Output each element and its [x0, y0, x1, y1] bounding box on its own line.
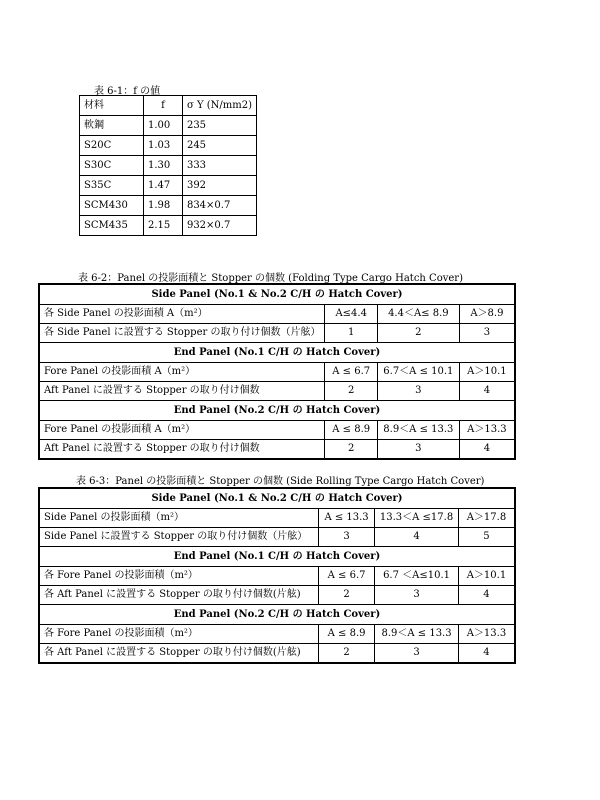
- row-label: 各 Fore Panel の投影面積（m²）: [39, 567, 318, 586]
- cell: 2: [325, 382, 377, 401]
- cell: 2: [318, 644, 374, 664]
- section-header-row: [39, 547, 515, 567]
- table-row: [80, 136, 257, 156]
- row-label: Side Panel の投影面積（m²）: [39, 509, 318, 528]
- table-row: [80, 196, 257, 216]
- table-row: [39, 363, 515, 382]
- table-header-row: [80, 96, 257, 116]
- cell: A＞8.9: [459, 305, 515, 324]
- f-value-table: [79, 95, 257, 236]
- cell: 8.9＜A ≤ 13.3: [375, 625, 459, 644]
- cell: 8.9＜A ≤ 13.3: [377, 421, 459, 440]
- table-row: [39, 586, 515, 605]
- cell: 2: [318, 586, 374, 605]
- row-label: 各 Side Panel の投影面積 A（m²）: [39, 305, 325, 324]
- cell: 1.98: [144, 196, 183, 216]
- cell: 4: [458, 586, 515, 605]
- row-label: Aft Panel に設置する Stopper の取り付け個数: [39, 382, 325, 401]
- row-label: 各 Side Panel に設置する Stopper の取り付け個数（片舷）: [39, 324, 325, 343]
- section-title: Side Panel (No.1 & No.2 C/H の Hatch Cover): [39, 488, 515, 509]
- cell: S30C: [80, 156, 144, 176]
- cell: 6.7 ＜A≤10.1: [375, 567, 459, 586]
- cell: 2: [377, 324, 459, 343]
- cell: 3: [377, 440, 459, 460]
- header-f: f: [144, 96, 183, 116]
- row-label: Fore Panel の投影面積 A（m²）: [39, 363, 325, 382]
- table-row: [80, 116, 257, 136]
- section-title: End Panel (No.1 C/H の Hatch Cover): [39, 343, 515, 363]
- row-label: 各 Aft Panel に設置する Stopper の取り付け個数(片舷): [39, 586, 318, 605]
- table-row: [39, 567, 515, 586]
- table-row: [39, 625, 515, 644]
- header-sigma: σ Y (N/mm2): [182, 96, 256, 116]
- cell: 3: [377, 382, 459, 401]
- cell: SCM430: [80, 196, 144, 216]
- cell: 392: [182, 176, 256, 196]
- header-material: 材料: [80, 96, 144, 116]
- section-title: End Panel (No.2 C/H の Hatch Cover): [39, 605, 515, 625]
- row-label: Aft Panel に設置する Stopper の取り付け個数: [39, 440, 325, 460]
- table3-caption: 表 6-3：Panel の投影面積と Stopper の個数 (Side Rolling Type Cargo Hatch Cover): [76, 476, 485, 487]
- table2-caption: 表 6-2：Panel の投影面積と Stopper の個数 (Folding Type Cargo Hatch Cover): [78, 273, 463, 284]
- cell: A＞17.8: [458, 509, 515, 528]
- section-header-row: [39, 343, 515, 363]
- section-header-row: [39, 284, 515, 305]
- cell: 3: [459, 324, 515, 343]
- table-row: [39, 440, 515, 460]
- table-row: [80, 216, 257, 236]
- cell: 1.03: [144, 136, 183, 156]
- cell: 軟鋼: [80, 116, 144, 136]
- cell: A ≤ 8.9: [325, 421, 377, 440]
- cell: A ≤ 6.7: [325, 363, 377, 382]
- cell: 4: [459, 382, 515, 401]
- cell: 1.00: [144, 116, 183, 136]
- cell: 235: [182, 116, 256, 136]
- section-title: End Panel (No.2 C/H の Hatch Cover): [39, 401, 515, 421]
- cell: S20C: [80, 136, 144, 156]
- cell: 245: [182, 136, 256, 156]
- cell: A＞10.1: [459, 363, 515, 382]
- table-row: [39, 305, 515, 324]
- cell: 4.4＜A≤ 8.9: [377, 305, 459, 324]
- table-row: [39, 324, 515, 343]
- table1-caption: 表 6-1：f の値: [94, 86, 161, 97]
- table-row: [39, 382, 515, 401]
- table-row: [39, 644, 515, 664]
- cell: A ≤ 13.3: [318, 509, 374, 528]
- folding-type-table: [38, 283, 516, 460]
- cell: 4: [458, 644, 515, 664]
- row-label: Side Panel に設置する Stopper の取り付け個数（片舷）: [39, 528, 318, 547]
- row-label: Fore Panel の投影面積 A（m²）: [39, 421, 325, 440]
- cell: A≤4.4: [325, 305, 377, 324]
- cell: 6.7＜A ≤ 10.1: [377, 363, 459, 382]
- cell: 932×0.7: [182, 216, 256, 236]
- cell: A ≤ 6.7: [318, 567, 374, 586]
- cell: 13.3＜A ≤17.8: [375, 509, 459, 528]
- table-row: [39, 528, 515, 547]
- section-header-row: [39, 605, 515, 625]
- section-header-row: [39, 401, 515, 421]
- cell: 3: [318, 528, 374, 547]
- table-row: [80, 156, 257, 176]
- cell: 4: [459, 440, 515, 460]
- cell: 5: [458, 528, 515, 547]
- row-label: 各 Aft Panel に設置する Stopper の取り付け個数(片舷): [39, 644, 318, 664]
- row-label: 各 Fore Panel の投影面積（m²）: [39, 625, 318, 644]
- cell: 3: [375, 644, 459, 664]
- cell: 1.47: [144, 176, 183, 196]
- cell: A＞13.3: [458, 625, 515, 644]
- side-rolling-type-table: [38, 487, 516, 664]
- cell: 3: [375, 586, 459, 605]
- table-row: [80, 176, 257, 196]
- section-title: Side Panel (No.1 & No.2 C/H の Hatch Cover): [39, 284, 515, 305]
- cell: 1.30: [144, 156, 183, 176]
- cell: 333: [182, 156, 256, 176]
- cell: SCM435: [80, 216, 144, 236]
- cell: S35C: [80, 176, 144, 196]
- table-row: [39, 421, 515, 440]
- cell: A ≤ 8.9: [318, 625, 374, 644]
- section-title: End Panel (No.1 C/H の Hatch Cover): [39, 547, 515, 567]
- table-row: [39, 509, 515, 528]
- section-header-row: [39, 488, 515, 509]
- cell: 1: [325, 324, 377, 343]
- cell: 2.15: [144, 216, 183, 236]
- cell: 834×0.7: [182, 196, 256, 216]
- cell: A＞13.3: [459, 421, 515, 440]
- cell: A＞10.1: [458, 567, 515, 586]
- cell: 2: [325, 440, 377, 460]
- cell: 4: [375, 528, 459, 547]
